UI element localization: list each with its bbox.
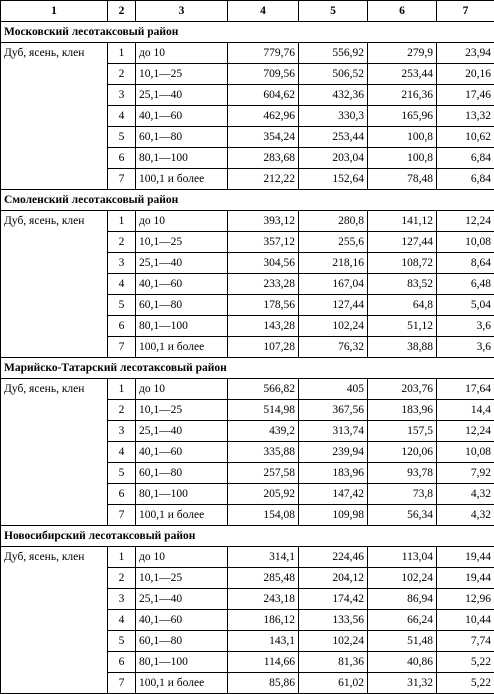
value-cell-col5: 313,74 — [299, 421, 368, 442]
column-header: 7 — [437, 1, 494, 22]
class-number-cell: 2 — [108, 64, 136, 85]
value-cell-col4: 257,58 — [228, 463, 299, 484]
column-number-header-row — [1, 1, 494, 22]
value-cell-col4: 114,66 — [228, 652, 299, 673]
value-cell-col5: 61,02 — [299, 673, 368, 694]
value-cell-col7: 10,62 — [437, 127, 494, 148]
diameter-range-cell: до 10 — [136, 379, 228, 400]
diameter-range-cell: 60,1—80 — [136, 631, 228, 652]
diameter-range-cell: до 10 — [136, 211, 228, 232]
class-number-cell: 5 — [108, 463, 136, 484]
class-number-cell: 4 — [108, 610, 136, 631]
value-cell-col6: 253,44 — [368, 64, 437, 85]
value-cell-col5: 81,36 — [299, 652, 368, 673]
value-cell-col7: 5,22 — [437, 673, 494, 694]
value-cell-col4: 604,62 — [228, 85, 299, 106]
value-cell-col4: 285,48 — [228, 568, 299, 589]
value-cell-col7: 13,32 — [437, 106, 494, 127]
value-cell-col4: 233,28 — [228, 274, 299, 295]
value-cell-col6: 127,44 — [368, 232, 437, 253]
value-cell-col7: 19,44 — [437, 568, 494, 589]
species-cell: Дуб, ясень, клен — [1, 43, 108, 190]
diameter-range-cell: 80,1—100 — [136, 652, 228, 673]
class-number-cell: 6 — [108, 484, 136, 505]
class-number-cell: 7 — [108, 337, 136, 358]
value-cell-col4: 178,56 — [228, 295, 299, 316]
value-cell-col5: 224,46 — [299, 547, 368, 568]
diameter-range-cell: 100,1 и более — [136, 169, 228, 190]
diameter-range-cell: 80,1—100 — [136, 148, 228, 169]
diameter-range-cell: 25,1—40 — [136, 421, 228, 442]
value-cell-col5: 109,98 — [299, 505, 368, 526]
class-number-cell: 4 — [108, 442, 136, 463]
value-cell-col7: 5,22 — [437, 652, 494, 673]
value-cell-col5: 280,8 — [299, 211, 368, 232]
diameter-range-cell: 10,1—25 — [136, 400, 228, 421]
diameter-range-cell: 80,1—100 — [136, 484, 228, 505]
value-cell-col4: 314,1 — [228, 547, 299, 568]
value-cell-col7: 12,24 — [437, 211, 494, 232]
class-number-cell: 3 — [108, 85, 136, 106]
value-cell-col5: 253,44 — [299, 127, 368, 148]
value-cell-col6: 66,24 — [368, 610, 437, 631]
value-cell-col5: 102,24 — [299, 316, 368, 337]
value-cell-col7: 20,16 — [437, 64, 494, 85]
value-cell-col4: 462,96 — [228, 106, 299, 127]
species-cell: Дуб, ясень, клен — [1, 211, 108, 358]
class-number-cell: 4 — [108, 106, 136, 127]
diameter-range-cell: 100,1 и более — [136, 337, 228, 358]
class-number-cell: 6 — [108, 316, 136, 337]
section-title: Московский лесотаксовый район — [1, 22, 494, 43]
value-cell-col6: 216,36 — [368, 85, 437, 106]
value-cell-col4: 283,68 — [228, 148, 299, 169]
value-cell-col7: 23,94 — [437, 43, 494, 64]
value-cell-col4: 354,24 — [228, 127, 299, 148]
table-row — [1, 211, 494, 232]
value-cell-col6: 64,8 — [368, 295, 437, 316]
value-cell-col6: 31,32 — [368, 673, 437, 694]
diameter-range-cell: 25,1—40 — [136, 85, 228, 106]
section-header-row — [1, 190, 494, 211]
diameter-range-cell: 40,1—60 — [136, 442, 228, 463]
value-cell-col7: 6,84 — [437, 148, 494, 169]
diameter-range-cell: 60,1—80 — [136, 127, 228, 148]
class-number-cell: 1 — [108, 211, 136, 232]
diameter-range-cell: 40,1—60 — [136, 106, 228, 127]
value-cell-col4: 107,28 — [228, 337, 299, 358]
value-cell-col5: 76,32 — [299, 337, 368, 358]
class-number-cell: 5 — [108, 295, 136, 316]
value-cell-col7: 12,96 — [437, 589, 494, 610]
value-cell-col6: 38,88 — [368, 337, 437, 358]
value-cell-col6: 165,96 — [368, 106, 437, 127]
value-cell-col4: 243,18 — [228, 589, 299, 610]
diameter-range-cell: 25,1—40 — [136, 589, 228, 610]
class-number-cell: 2 — [108, 232, 136, 253]
value-cell-col6: 100,8 — [368, 148, 437, 169]
value-cell-col6: 120,06 — [368, 442, 437, 463]
value-cell-col7: 5,04 — [437, 295, 494, 316]
value-cell-col7: 19,44 — [437, 547, 494, 568]
value-cell-col7: 6,48 — [437, 274, 494, 295]
diameter-range-cell: до 10 — [136, 43, 228, 64]
value-cell-col4: 393,12 — [228, 211, 299, 232]
value-cell-col5: 556,92 — [299, 43, 368, 64]
value-cell-col7: 14,4 — [437, 400, 494, 421]
value-cell-col6: 78,48 — [368, 169, 437, 190]
value-cell-col7: 10,44 — [437, 610, 494, 631]
value-cell-col4: 186,12 — [228, 610, 299, 631]
value-cell-col5: 147,42 — [299, 484, 368, 505]
value-cell-col7: 10,08 — [437, 232, 494, 253]
value-cell-col6: 157,5 — [368, 421, 437, 442]
class-number-cell: 2 — [108, 568, 136, 589]
section-header-row — [1, 358, 494, 379]
value-cell-col4: 514,98 — [228, 400, 299, 421]
value-cell-col7: 6,84 — [437, 169, 494, 190]
section-title: Смоленский лесотаксовый район — [1, 190, 494, 211]
value-cell-col5: 405 — [299, 379, 368, 400]
section-title: Марийско-Татарский лесотаксовый район — [1, 358, 494, 379]
class-number-cell: 7 — [108, 673, 136, 694]
value-cell-col4: 85,86 — [228, 673, 299, 694]
value-cell-col5: 218,16 — [299, 253, 368, 274]
table-body — [1, 22, 494, 694]
value-cell-col4: 304,56 — [228, 253, 299, 274]
value-cell-col7: 4,32 — [437, 505, 494, 526]
class-number-cell: 1 — [108, 547, 136, 568]
table-row — [1, 43, 494, 64]
value-cell-col7: 3,6 — [437, 316, 494, 337]
value-cell-col5: 127,44 — [299, 295, 368, 316]
class-number-cell: 5 — [108, 631, 136, 652]
species-cell: Дуб, ясень, клен — [1, 379, 108, 526]
section-header-row — [1, 526, 494, 547]
value-cell-col4: 143,28 — [228, 316, 299, 337]
class-number-cell: 6 — [108, 652, 136, 673]
value-cell-col7: 17,64 — [437, 379, 494, 400]
value-cell-col6: 183,96 — [368, 400, 437, 421]
value-cell-col6: 51,48 — [368, 631, 437, 652]
value-cell-col5: 506,52 — [299, 64, 368, 85]
class-number-cell: 2 — [108, 400, 136, 421]
value-cell-col5: 367,56 — [299, 400, 368, 421]
diameter-range-cell: 60,1—80 — [136, 295, 228, 316]
value-cell-col5: 330,3 — [299, 106, 368, 127]
value-cell-col5: 133,56 — [299, 610, 368, 631]
value-cell-col7: 8,64 — [437, 253, 494, 274]
class-number-cell: 4 — [108, 274, 136, 295]
value-cell-col4: 154,08 — [228, 505, 299, 526]
value-cell-col6: 93,78 — [368, 463, 437, 484]
value-cell-col6: 108,72 — [368, 253, 437, 274]
diameter-range-cell: 80,1—100 — [136, 316, 228, 337]
class-number-cell: 5 — [108, 127, 136, 148]
value-cell-col4: 335,88 — [228, 442, 299, 463]
diameter-range-cell: 60,1—80 — [136, 463, 228, 484]
section-title: Новосибирский лесотаксовый район — [1, 526, 494, 547]
class-number-cell: 1 — [108, 379, 136, 400]
column-header: 6 — [368, 1, 437, 22]
class-number-cell: 7 — [108, 505, 136, 526]
value-cell-col4: 357,12 — [228, 232, 299, 253]
value-cell-col7: 12,24 — [437, 421, 494, 442]
value-cell-col5: 183,96 — [299, 463, 368, 484]
value-cell-col6: 83,52 — [368, 274, 437, 295]
value-cell-col4: 143,1 — [228, 631, 299, 652]
value-cell-col5: 203,04 — [299, 148, 368, 169]
column-header: 4 — [228, 1, 299, 22]
value-cell-col5: 204,12 — [299, 568, 368, 589]
value-cell-col5: 432,36 — [299, 85, 368, 106]
value-cell-col7: 17,46 — [437, 85, 494, 106]
value-cell-col5: 167,04 — [299, 274, 368, 295]
value-cell-col6: 203,76 — [368, 379, 437, 400]
value-cell-col5: 152,64 — [299, 169, 368, 190]
column-header: 3 — [136, 1, 228, 22]
value-cell-col4: 439,2 — [228, 421, 299, 442]
class-number-cell: 3 — [108, 421, 136, 442]
value-cell-col6: 113,04 — [368, 547, 437, 568]
value-cell-col4: 709,56 — [228, 64, 299, 85]
value-cell-col5: 102,24 — [299, 631, 368, 652]
table-row — [1, 547, 494, 568]
class-number-cell: 3 — [108, 589, 136, 610]
value-cell-col7: 4,32 — [437, 484, 494, 505]
value-cell-col6: 141,12 — [368, 211, 437, 232]
table-row — [1, 379, 494, 400]
column-header: 5 — [299, 1, 368, 22]
value-cell-col6: 102,24 — [368, 568, 437, 589]
value-cell-col5: 239,94 — [299, 442, 368, 463]
class-number-cell: 3 — [108, 253, 136, 274]
column-header: 1 — [1, 1, 108, 22]
value-cell-col5: 255,6 — [299, 232, 368, 253]
value-cell-col6: 56,34 — [368, 505, 437, 526]
diameter-range-cell: 25,1—40 — [136, 253, 228, 274]
value-cell-col6: 73,8 — [368, 484, 437, 505]
diameter-range-cell: до 10 — [136, 547, 228, 568]
value-cell-col6: 86,94 — [368, 589, 437, 610]
column-header: 2 — [108, 1, 136, 22]
diameter-range-cell: 40,1—60 — [136, 274, 228, 295]
value-cell-col6: 40,86 — [368, 652, 437, 673]
value-cell-col4: 779,76 — [228, 43, 299, 64]
section-header-row — [1, 22, 494, 43]
class-number-cell: 6 — [108, 148, 136, 169]
value-cell-col7: 10,08 — [437, 442, 494, 463]
value-cell-col6: 100,8 — [368, 127, 437, 148]
diameter-range-cell: 100,1 и более — [136, 505, 228, 526]
value-cell-col6: 51,12 — [368, 316, 437, 337]
value-cell-col4: 205,92 — [228, 484, 299, 505]
value-cell-col7: 7,74 — [437, 631, 494, 652]
value-cell-col6: 279,9 — [368, 43, 437, 64]
species-cell: Дуб, ясень, клен — [1, 547, 108, 694]
value-cell-col7: 7,92 — [437, 463, 494, 484]
value-cell-col4: 212,22 — [228, 169, 299, 190]
diameter-range-cell: 10,1—25 — [136, 232, 228, 253]
value-cell-col5: 174,42 — [299, 589, 368, 610]
diameter-range-cell: 40,1—60 — [136, 610, 228, 631]
diameter-range-cell: 10,1—25 — [136, 64, 228, 85]
class-number-cell: 1 — [108, 43, 136, 64]
class-number-cell: 7 — [108, 169, 136, 190]
value-cell-col7: 3,6 — [437, 337, 494, 358]
diameter-range-cell: 10,1—25 — [136, 568, 228, 589]
diameter-range-cell: 100,1 и более — [136, 673, 228, 694]
value-cell-col4: 566,82 — [228, 379, 299, 400]
